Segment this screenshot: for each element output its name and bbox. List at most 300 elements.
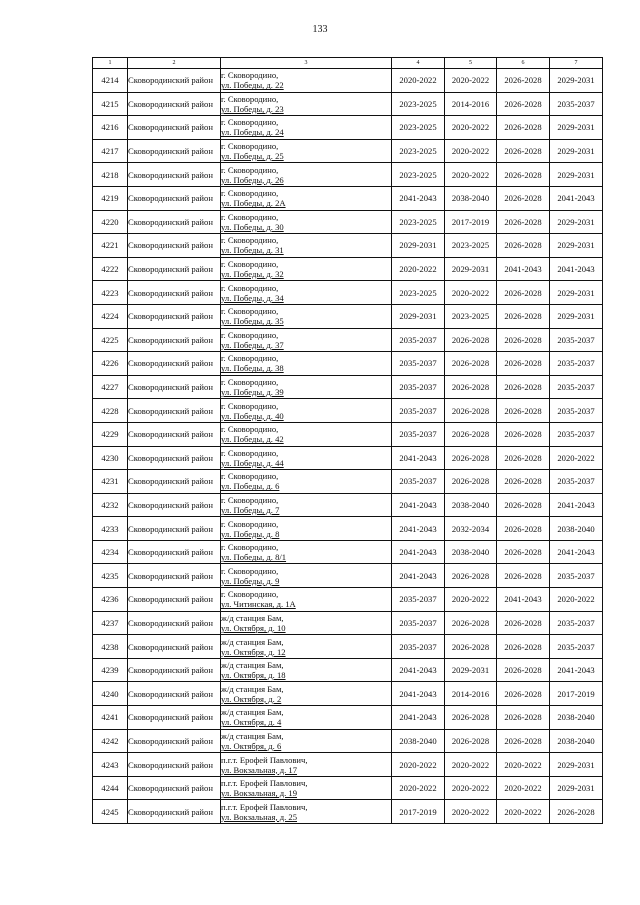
column-header: 2 — [128, 58, 221, 69]
period-cell-col7: 2035-2037 — [550, 611, 603, 635]
address-street: ул. Победы, д. 42 — [221, 434, 284, 445]
period-cell-col4: 2020-2022 — [392, 69, 445, 93]
address-cell — [221, 564, 392, 588]
address-cell — [221, 328, 392, 352]
address-street: ул. Октября, д. 18 — [221, 670, 286, 681]
district-cell: Сковородинский район — [128, 139, 221, 163]
period-cell-col6: 2026-2028 — [497, 470, 550, 494]
period-cell-col5: 2026-2028 — [445, 611, 497, 635]
period-cell-col5: 2029-2031 — [445, 257, 497, 281]
period-cell-col6: 2026-2028 — [497, 116, 550, 140]
period-cell-col7: 2029-2031 — [550, 163, 603, 187]
period-cell-col5: 2014-2016 — [445, 92, 497, 116]
period-cell-col5: 2020-2022 — [445, 163, 497, 187]
period-cell-col6: 2020-2022 — [497, 753, 550, 777]
period-cell-col5: 2026-2028 — [445, 328, 497, 352]
table-row — [93, 375, 603, 399]
period-cell-col4: 2041-2043 — [392, 658, 445, 682]
address-street: ул. Победы, д. 25 — [221, 151, 284, 162]
period-cell-col4: 2023-2025 — [392, 116, 445, 140]
table-row — [93, 69, 603, 93]
address-cell — [221, 706, 392, 730]
table-row — [93, 163, 603, 187]
period-cell-col6: 2026-2028 — [497, 682, 550, 706]
address-locality: г. Сковородино, — [221, 211, 279, 222]
period-cell-col5: 2020-2022 — [445, 800, 497, 824]
period-cell-col4: 2035-2037 — [392, 611, 445, 635]
row-number: 4242 — [93, 729, 128, 753]
table-row — [93, 729, 603, 753]
address-locality: г. Сковородино, — [221, 424, 279, 435]
row-number: 4219 — [93, 186, 128, 210]
address-locality: г. Сковородино, — [221, 542, 279, 553]
period-cell-col4: 2035-2037 — [392, 328, 445, 352]
address-locality: п.г.т. Ерофей Павлович, — [221, 754, 308, 765]
district-cell: Сковородинский район — [128, 375, 221, 399]
address-cell — [221, 281, 392, 305]
period-cell-col4: 2041-2043 — [392, 186, 445, 210]
row-number: 4239 — [93, 658, 128, 682]
address-cell — [221, 399, 392, 423]
period-cell-col4: 2041-2043 — [392, 564, 445, 588]
period-cell-col5: 2026-2028 — [445, 446, 497, 470]
address-street: ул. Победы, д. 26 — [221, 174, 284, 185]
address-street: ул. Октября, д. 4 — [221, 717, 282, 728]
period-cell-col7: 2035-2037 — [550, 352, 603, 376]
table-row — [93, 753, 603, 777]
address-locality: г. Сковородино, — [221, 329, 279, 340]
period-cell-col4: 2029-2031 — [392, 304, 445, 328]
address-street: ул. Победы, д. 35 — [221, 316, 284, 327]
period-cell-col6: 2026-2028 — [497, 446, 550, 470]
district-cell: Сковородинский район — [128, 658, 221, 682]
address-locality: г. Сковородино, — [221, 188, 279, 199]
period-cell-col4: 2035-2037 — [392, 352, 445, 376]
address-cell — [221, 186, 392, 210]
address-cell — [221, 210, 392, 234]
address-street: ул. Победы, д. 9 — [221, 575, 280, 586]
period-cell-col7: 2029-2031 — [550, 776, 603, 800]
address-locality: г. Сковородино, — [221, 70, 279, 81]
row-number: 4220 — [93, 210, 128, 234]
period-cell-col6: 2026-2028 — [497, 540, 550, 564]
address-cell — [221, 234, 392, 258]
period-cell-col4: 2041-2043 — [392, 517, 445, 541]
district-cell: Сковородинский район — [128, 706, 221, 730]
period-cell-col4: 2023-2025 — [392, 92, 445, 116]
address-locality: г. Сковородино, — [221, 353, 279, 364]
period-cell-col7: 2035-2037 — [550, 92, 603, 116]
address-street: ул. Победы, д. 6 — [221, 481, 280, 492]
row-number: 4224 — [93, 304, 128, 328]
period-cell-col7: 2020-2022 — [550, 588, 603, 612]
period-cell-col7: 2038-2040 — [550, 706, 603, 730]
period-cell-col4: 2020-2022 — [392, 257, 445, 281]
period-cell-col5: 2023-2025 — [445, 234, 497, 258]
table-row — [93, 588, 603, 612]
table-row — [93, 257, 603, 281]
address-cell — [221, 470, 392, 494]
column-header: 7 — [550, 58, 603, 69]
period-cell-col7: 2029-2031 — [550, 304, 603, 328]
period-cell-col7: 2026-2028 — [550, 800, 603, 824]
district-cell: Сковородинский район — [128, 163, 221, 187]
district-cell: Сковородинский район — [128, 422, 221, 446]
table-row — [93, 234, 603, 258]
period-cell-col6: 2026-2028 — [497, 69, 550, 93]
period-cell-col7: 2029-2031 — [550, 234, 603, 258]
period-cell-col6: 2026-2028 — [497, 210, 550, 234]
address-street: ул. Победы, д. 44 — [221, 457, 284, 468]
district-cell: Сковородинский район — [128, 470, 221, 494]
address-locality: г. Сковородино, — [221, 282, 279, 293]
period-cell-col4: 2035-2037 — [392, 470, 445, 494]
table-row — [93, 517, 603, 541]
period-cell-col7: 2038-2040 — [550, 729, 603, 753]
period-cell-col7: 2041-2043 — [550, 658, 603, 682]
period-cell-col6: 2026-2028 — [497, 234, 550, 258]
address-locality: г. Сковородино, — [221, 164, 279, 175]
table-row — [93, 92, 603, 116]
table-row — [93, 470, 603, 494]
period-cell-col4: 2035-2037 — [392, 399, 445, 423]
address-cell — [221, 635, 392, 659]
district-cell: Сковородинский район — [128, 753, 221, 777]
address-locality: г. Сковородино, — [221, 447, 279, 458]
address-street: ул. Победы, д. 7 — [221, 504, 280, 515]
period-cell-col7: 2029-2031 — [550, 210, 603, 234]
period-cell-col6: 2020-2022 — [497, 800, 550, 824]
address-cell — [221, 375, 392, 399]
period-cell-col6: 2026-2028 — [497, 399, 550, 423]
period-cell-col5: 2029-2031 — [445, 658, 497, 682]
period-cell-col6: 2026-2028 — [497, 139, 550, 163]
period-cell-col7: 2035-2037 — [550, 470, 603, 494]
period-cell-col6: 2026-2028 — [497, 281, 550, 305]
address-cell — [221, 800, 392, 824]
address-locality: ж/д станция Бам, — [221, 730, 284, 741]
address-cell — [221, 446, 392, 470]
row-number: 4226 — [93, 352, 128, 376]
district-cell: Сковородинский район — [128, 304, 221, 328]
period-cell-col7: 2035-2037 — [550, 564, 603, 588]
column-header: 3 — [221, 58, 392, 69]
period-cell-col6: 2026-2028 — [497, 304, 550, 328]
district-cell: Сковородинский район — [128, 399, 221, 423]
row-number: 4243 — [93, 753, 128, 777]
address-locality: г. Сковородино, — [221, 400, 279, 411]
period-cell-col7: 2020-2022 — [550, 446, 603, 470]
address-street: ул. Вокзальная, д. 19 — [221, 788, 298, 799]
district-cell: Сковородинский район — [128, 517, 221, 541]
address-locality: г. Сковородино, — [221, 141, 279, 152]
address-locality: г. Сковородино, — [221, 494, 279, 505]
period-cell-col5: 2020-2022 — [445, 281, 497, 305]
address-locality: г. Сковородино, — [221, 471, 279, 482]
district-cell: Сковородинский район — [128, 352, 221, 376]
table-row — [93, 776, 603, 800]
row-number: 4227 — [93, 375, 128, 399]
period-cell-col5: 2020-2022 — [445, 116, 497, 140]
table-row — [93, 611, 603, 635]
row-number: 4217 — [93, 139, 128, 163]
address-street: ул. Победы, д. 37 — [221, 339, 284, 350]
address-locality: г. Сковородино, — [221, 565, 279, 576]
address-street: ул. Вокзальная, д. 25 — [221, 811, 298, 822]
period-cell-col7: 2029-2031 — [550, 116, 603, 140]
address-street: ул. Победы, д. 2А — [221, 198, 286, 209]
column-header: 1 — [93, 58, 128, 69]
district-cell: Сковородинский район — [128, 635, 221, 659]
column-number-row — [93, 58, 603, 69]
period-cell-col4: 2041-2043 — [392, 706, 445, 730]
table-row — [93, 635, 603, 659]
address-cell — [221, 517, 392, 541]
period-cell-col6: 2041-2043 — [497, 257, 550, 281]
period-cell-col4: 2017-2019 — [392, 800, 445, 824]
address-locality: г. Сковородино, — [221, 259, 279, 270]
period-cell-col5: 2026-2028 — [445, 422, 497, 446]
period-cell-col6: 2026-2028 — [497, 163, 550, 187]
address-cell — [221, 658, 392, 682]
address-street: ул. Победы, д. 22 — [221, 80, 284, 91]
address-locality: п.г.т. Ерофей Павлович, — [221, 778, 308, 789]
period-cell-col4: 2020-2022 — [392, 753, 445, 777]
table-row — [93, 682, 603, 706]
period-cell-col4: 2035-2037 — [392, 375, 445, 399]
address-street: ул. Победы, д. 24 — [221, 127, 284, 138]
address-cell — [221, 304, 392, 328]
row-number: 4235 — [93, 564, 128, 588]
address-street: ул. Октября, д. 12 — [221, 646, 286, 657]
address-street: ул. Победы, д. 30 — [221, 221, 284, 232]
period-cell-col5: 2020-2022 — [445, 588, 497, 612]
row-number: 4234 — [93, 540, 128, 564]
address-locality: г. Сковородино, — [221, 518, 279, 529]
period-cell-col7: 2029-2031 — [550, 753, 603, 777]
row-number: 4232 — [93, 493, 128, 517]
district-cell: Сковородинский район — [128, 611, 221, 635]
row-number: 4228 — [93, 399, 128, 423]
column-header: 5 — [445, 58, 497, 69]
address-cell — [221, 163, 392, 187]
period-cell-col5: 2026-2028 — [445, 470, 497, 494]
district-cell: Сковородинский район — [128, 69, 221, 93]
row-number: 4236 — [93, 588, 128, 612]
row-number: 4233 — [93, 517, 128, 541]
table-row — [93, 304, 603, 328]
address-cell — [221, 92, 392, 116]
period-cell-col6: 2026-2028 — [497, 729, 550, 753]
table-row — [93, 139, 603, 163]
table-row — [93, 186, 603, 210]
period-cell-col7: 2029-2031 — [550, 69, 603, 93]
address-locality: г. Сковородино, — [221, 377, 279, 388]
period-cell-col5: 2026-2028 — [445, 564, 497, 588]
address-cell — [221, 682, 392, 706]
table-row — [93, 328, 603, 352]
period-cell-col6: 2026-2028 — [497, 658, 550, 682]
period-cell-col6: 2041-2043 — [497, 588, 550, 612]
period-cell-col4: 2023-2025 — [392, 281, 445, 305]
row-number: 4215 — [93, 92, 128, 116]
address-street: ул. Победы, д. 39 — [221, 387, 284, 398]
period-cell-col6: 2026-2028 — [497, 493, 550, 517]
period-cell-col4: 2023-2025 — [392, 139, 445, 163]
district-cell: Сковородинский район — [128, 800, 221, 824]
table-row — [93, 446, 603, 470]
period-cell-col4: 2020-2022 — [392, 776, 445, 800]
address-cell — [221, 776, 392, 800]
period-cell-col4: 2035-2037 — [392, 422, 445, 446]
address-street: ул. Победы, д. 31 — [221, 245, 284, 256]
address-street: ул. Октября, д. 10 — [221, 622, 286, 633]
row-number: 4221 — [93, 234, 128, 258]
table-row — [93, 399, 603, 423]
address-locality: ж/д станция Бам, — [221, 660, 284, 671]
address-street: ул. Победы, д. 40 — [221, 410, 284, 421]
period-cell-col4: 2038-2040 — [392, 729, 445, 753]
address-street: ул. Победы, д. 34 — [221, 292, 284, 303]
address-street: ул. Читинская, д. 1А — [221, 599, 296, 610]
period-cell-col7: 2041-2043 — [550, 493, 603, 517]
district-cell: Сковородинский район — [128, 588, 221, 612]
period-cell-col5: 2020-2022 — [445, 139, 497, 163]
address-cell — [221, 422, 392, 446]
row-number: 4245 — [93, 800, 128, 824]
address-cell — [221, 753, 392, 777]
period-cell-col7: 2035-2037 — [550, 422, 603, 446]
table-row — [93, 281, 603, 305]
period-cell-col4: 2041-2043 — [392, 446, 445, 470]
address-cell — [221, 69, 392, 93]
period-cell-col7: 2035-2037 — [550, 399, 603, 423]
table-row — [93, 706, 603, 730]
period-cell-col5: 2026-2028 — [445, 352, 497, 376]
period-cell-col6: 2026-2028 — [497, 352, 550, 376]
period-cell-col5: 2020-2022 — [445, 753, 497, 777]
district-cell: Сковородинский район — [128, 493, 221, 517]
period-cell-col6: 2026-2028 — [497, 375, 550, 399]
period-cell-col4: 2041-2043 — [392, 682, 445, 706]
row-number: 4240 — [93, 682, 128, 706]
address-locality: г. Сковородино, — [221, 235, 279, 246]
district-cell: Сковородинский район — [128, 234, 221, 258]
address-cell — [221, 611, 392, 635]
row-number: 4216 — [93, 116, 128, 140]
period-cell-col4: 2029-2031 — [392, 234, 445, 258]
address-cell — [221, 352, 392, 376]
period-cell-col6: 2026-2028 — [497, 517, 550, 541]
period-cell-col5: 2026-2028 — [445, 729, 497, 753]
address-locality: г. Сковородино, — [221, 117, 279, 128]
district-cell: Сковородинский район — [128, 328, 221, 352]
address-cell — [221, 139, 392, 163]
period-cell-col7: 2041-2043 — [550, 186, 603, 210]
district-cell: Сковородинский район — [128, 210, 221, 234]
row-number: 4223 — [93, 281, 128, 305]
district-cell: Сковородинский район — [128, 682, 221, 706]
period-cell-col4: 2023-2025 — [392, 163, 445, 187]
address-locality: ж/д станция Бам, — [221, 612, 284, 623]
address-street: ул. Победы, д. 38 — [221, 363, 284, 374]
period-cell-col5: 2026-2028 — [445, 706, 497, 730]
period-cell-col6: 2026-2028 — [497, 611, 550, 635]
address-street: ул. Победы, д. 8 — [221, 528, 280, 539]
address-locality: ж/д станция Бам, — [221, 683, 284, 694]
address-cell — [221, 540, 392, 564]
period-cell-col4: 2041-2043 — [392, 493, 445, 517]
district-cell: Сковородинский район — [128, 540, 221, 564]
period-cell-col7: 2017-2019 — [550, 682, 603, 706]
district-cell: Сковородинский район — [128, 776, 221, 800]
row-number: 4230 — [93, 446, 128, 470]
table-row — [93, 800, 603, 824]
district-cell: Сковородинский район — [128, 116, 221, 140]
row-number: 4238 — [93, 635, 128, 659]
period-cell-col6: 2020-2022 — [497, 776, 550, 800]
period-cell-col5: 2014-2016 — [445, 682, 497, 706]
district-cell: Сковородинский район — [128, 446, 221, 470]
address-locality: г. Сковородино, — [221, 93, 279, 104]
address-street: ул. Вокзальная, д. 17 — [221, 764, 298, 775]
period-cell-col5: 2038-2040 — [445, 493, 497, 517]
table-row — [93, 352, 603, 376]
period-cell-col5: 2020-2022 — [445, 776, 497, 800]
table-body — [93, 69, 603, 824]
address-street: ул. Октября, д. 2 — [221, 693, 282, 704]
table-row — [93, 493, 603, 517]
housing-registry-table — [92, 57, 603, 824]
row-number: 4222 — [93, 257, 128, 281]
period-cell-col7: 2035-2037 — [550, 635, 603, 659]
district-cell: Сковородинский район — [128, 92, 221, 116]
address-street: ул. Победы, д. 23 — [221, 103, 284, 114]
period-cell-col5: 2017-2019 — [445, 210, 497, 234]
period-cell-col5: 2023-2025 — [445, 304, 497, 328]
address-street: ул. Победы, д. 8/1 — [221, 552, 287, 563]
period-cell-col7: 2038-2040 — [550, 517, 603, 541]
period-cell-col5: 2032-2034 — [445, 517, 497, 541]
period-cell-col7: 2041-2043 — [550, 257, 603, 281]
period-cell-col6: 2026-2028 — [497, 92, 550, 116]
period-cell-col7: 2029-2031 — [550, 139, 603, 163]
address-cell — [221, 257, 392, 281]
period-cell-col4: 2035-2037 — [392, 588, 445, 612]
table-row — [93, 210, 603, 234]
column-header: 6 — [497, 58, 550, 69]
period-cell-col7: 2041-2043 — [550, 540, 603, 564]
row-number: 4231 — [93, 470, 128, 494]
row-number: 4214 — [93, 69, 128, 93]
period-cell-col7: 2035-2037 — [550, 328, 603, 352]
address-locality: г. Сковородино, — [221, 589, 279, 600]
page-number: 133 — [312, 24, 328, 35]
period-cell-col5: 2026-2028 — [445, 375, 497, 399]
period-cell-col7: 2029-2031 — [550, 281, 603, 305]
period-cell-col5: 2038-2040 — [445, 540, 497, 564]
row-number: 4241 — [93, 706, 128, 730]
row-number: 4225 — [93, 328, 128, 352]
period-cell-col6: 2026-2028 — [497, 422, 550, 446]
address-locality: п.г.т. Ерофей Павлович, — [221, 801, 308, 812]
period-cell-col4: 2035-2037 — [392, 635, 445, 659]
district-cell: Сковородинский район — [128, 564, 221, 588]
period-cell-col4: 2023-2025 — [392, 210, 445, 234]
period-cell-col6: 2026-2028 — [497, 564, 550, 588]
address-cell — [221, 588, 392, 612]
table-row — [93, 658, 603, 682]
